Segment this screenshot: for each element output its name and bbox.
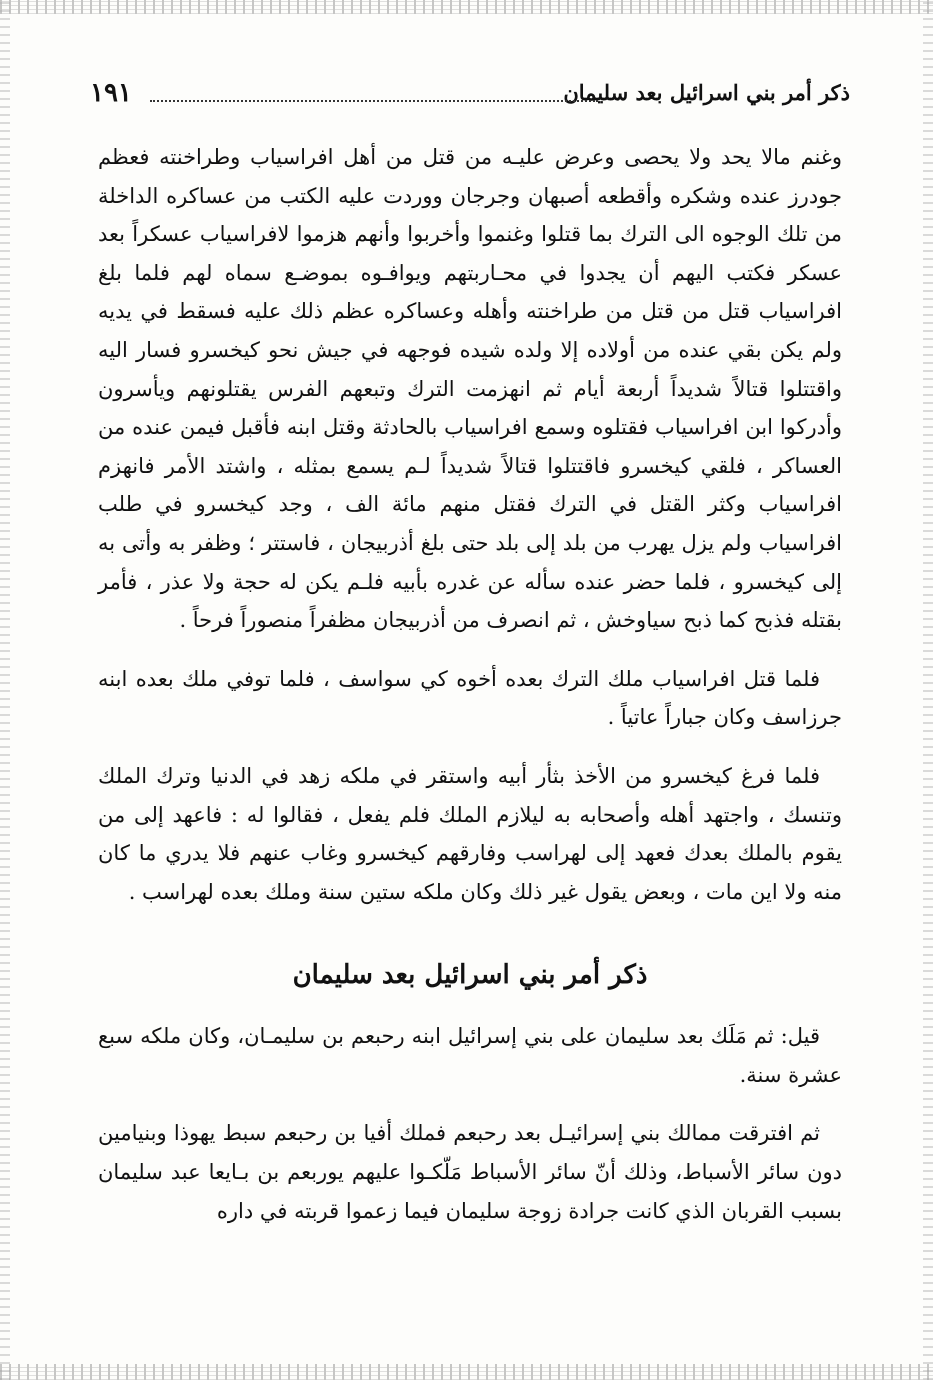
bottom-decorative-border: [0, 1364, 933, 1380]
page-number: ١٩١: [90, 78, 132, 108]
paragraph-2: فلما قتل افراسياب ملك الترك بعده أخوه كي سواسف ، فلما توفي ملك بعده ابنه جرزاسف وكان جباراً عاتياً .: [98, 666, 842, 730]
section-heading: ذكر أمر بني اسرائيل بعد سليمان: [292, 960, 648, 991]
paragraph-1: وغنم مالا يحد ولا يحصى وعرض عليـه من قتل من أهل افراسياب وطراخنته فعظم جودرز عنده وشكره وأقطعه أصبهان وجرجان ووردت عليه الكتب من عساكره الداخلة من تلك الوجوه الى الترك بما قتلوا وغنموا وأخربوا وأنهم هزموا لافراسياب عسكراً بعد عسكر فكتب اليهم أن يجدوا في محـاربتهم ويوافـوه بموضـع سماه لهم فلما بلغ افراسياب قتل من قتل من طراخنته وأهله وعساكره عظم ذلك عليه فسقط في يديه ولم يكن بقي عنده من أولاده إلا ولده شيده فوجهه في جيش نحو كيخسرو فسار اليه واقتتلوا قتالاً شديداً أربعة أيام ثم انهزمت الترك وتبعهم الفرس يقتلونهم ويأسرون وأدركوا ابن افراسياب فقتلوه وسمع افراسياب بالحادثة وقتل ابنه فأقبل فيمن عنده من العساكر ، فلقي كيخسرو فاقتتلوا قتالاً شديداً لـم يسمع بمثله ، واشتد الأمر فانهزم افراسياب وكثر القتل في الترك فقتل منهم مائة الف ، وجد كيخسرو في طلب افراسياب ولم يزل يهرب من بلد إلى بلد حتى بلغ أذربيجان ، فاستتر ؛ وظفر به وأتى به إلى كيخسرو ، فلما حضر عنده سأله عن غدره بأبيه فلـم يكن له حجة ولا عذر ، فأمر بقتله فذبح كما ذبح سياوخش ، ثم انصرف من أذربيجان مظفراً منصوراً فرحاً .: [98, 145, 842, 633]
top-decorative-border: [0, 0, 933, 14]
left-decorative-border: [0, 0, 10, 1380]
section-paragraph-1: قيل: ثم مَلَك بعد سليمان على بني إسرائيل ابنه رحبعم بن سليمـان، وكان ملكه سبع عشرة سنة.: [98, 1024, 842, 1087]
running-title: ذكر أمر بني اسرائيل بعد سليمان: [563, 80, 850, 105]
section-paragraph-2: ثم افترقت ممالك بني إسرائيـل بعد رحبعم فملك أفيا بن رحبعم سبط يهوذا وبنيامين دون سائر الأسباط، وذلك أنّ سائر الأسباط مَلّكـوا عليهم يوربعم بن بـايعا عبد سليمان بسبب القربان الذي كانت جرادة زوجة سليمان فيما زعموا قربته في داره: [98, 1121, 842, 1223]
right-decorative-border: [923, 0, 933, 1380]
paragraph-3: فلما فرغ كيخسرو من الأخذ بثأر أبيه واستقر في ملكه زهد في الدنيا وترك الملك وتنسك ، واجتهد أهله وأصحابه به ليلازم الملك فلم يفعل ، فقالوا له : فاعهد إلى من يقوم بالملك بعدك فعهد إلى لهراسب وفارقهم كيخسرو وغاب عنهم فلا يدري ما كان منه ولا اين مات ، وبعض يقول غير ذلك وكان ملكه ستين سنة وملك بعده لهراسب .: [98, 763, 842, 904]
page-header: [90, 78, 850, 114]
header-dotted-leader: [150, 100, 598, 102]
page-body: [98, 138, 842, 1230]
